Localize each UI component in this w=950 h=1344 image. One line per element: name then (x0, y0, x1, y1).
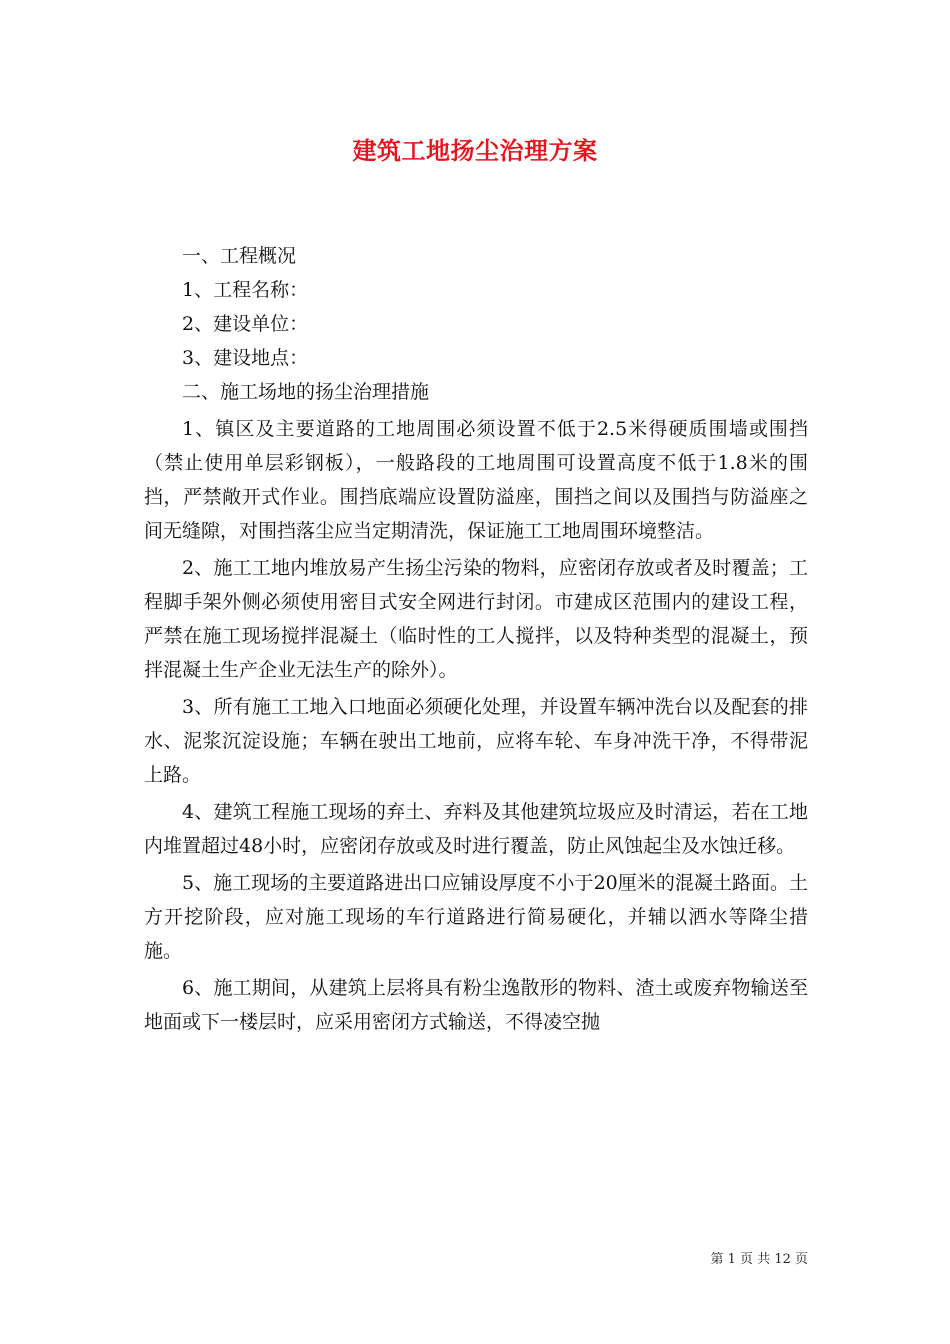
measure-paragraph-1: 1、镇区及主要道路的工地周围必须设置不低于2.5米得硬质围墙或围挡（禁止使用单层彩钢板），一般路段的工地周围可设置高度不低于1.8米的围挡，严禁敞开式作业。围挡底端应设置防溢座，围挡之间以及围挡与防溢座之间无缝隙，对围挡落尘应当定期清洗，保证施工工地周围环境整洁。 (144, 418, 808, 542)
measure-paragraph-6: 6、施工期间，从建筑上层将具有粉尘逸散形的物料、渣土或废弃物输送至地面或下一楼层时，应采用密闭方式输送，不得凌空抛 (144, 977, 808, 1033)
document-title: 建筑工地扬尘治理方案 (352, 136, 598, 165)
section-heading-overview: 一、工程概况 (182, 245, 297, 267)
construction-unit-line: 2、建设单位： (182, 313, 309, 335)
measure-paragraph-4: 4、建筑工程施工现场的弃土、弃料及其他建筑垃圾应及时清运，若在工地内堆置超过48小时，应密闭存放或及时进行覆盖，防止风蚀起尘及水蚀迁移。 (144, 801, 808, 857)
project-name-line: 1、工程名称： (182, 279, 309, 301)
measure-paragraph-3: 3、所有施工工地入口地面必须硬化处理，并设置车辆冲洗台以及配套的排水、泥浆沉淀设施；车辆在驶出工地前，应将车轮、车身冲洗干净，不得带泥上路。 (144, 696, 808, 786)
document-body (144, 239, 808, 1042)
construction-site-line: 3、建设地点： (182, 347, 309, 369)
measure-paragraph-2: 2、施工工地内堆放易产生扬尘污染的物料，应密闭存放或者及时覆盖；工程脚手架外侧必须使用密目式安全网进行封闭。市建成区范围内的建设工程，严禁在施工现场搅拌混凝土（临时性的工人搅拌，以及特种类型的混凝土，预拌混凝土生产企业无法生产的除外）。 (144, 557, 808, 681)
measure-paragraph-5: 5、施工现场的主要道路进出口应铺设厚度不小于20厘米的混凝土路面。土方开挖阶段，应对施工现场的车行道路进行简易硬化，并辅以洒水等降尘措施。 (144, 872, 808, 962)
section-heading-measures: 二、施工场地的扬尘治理措施 (182, 381, 430, 403)
page-number-footer: 第 1 页 共 12 页 (710, 1252, 808, 1267)
